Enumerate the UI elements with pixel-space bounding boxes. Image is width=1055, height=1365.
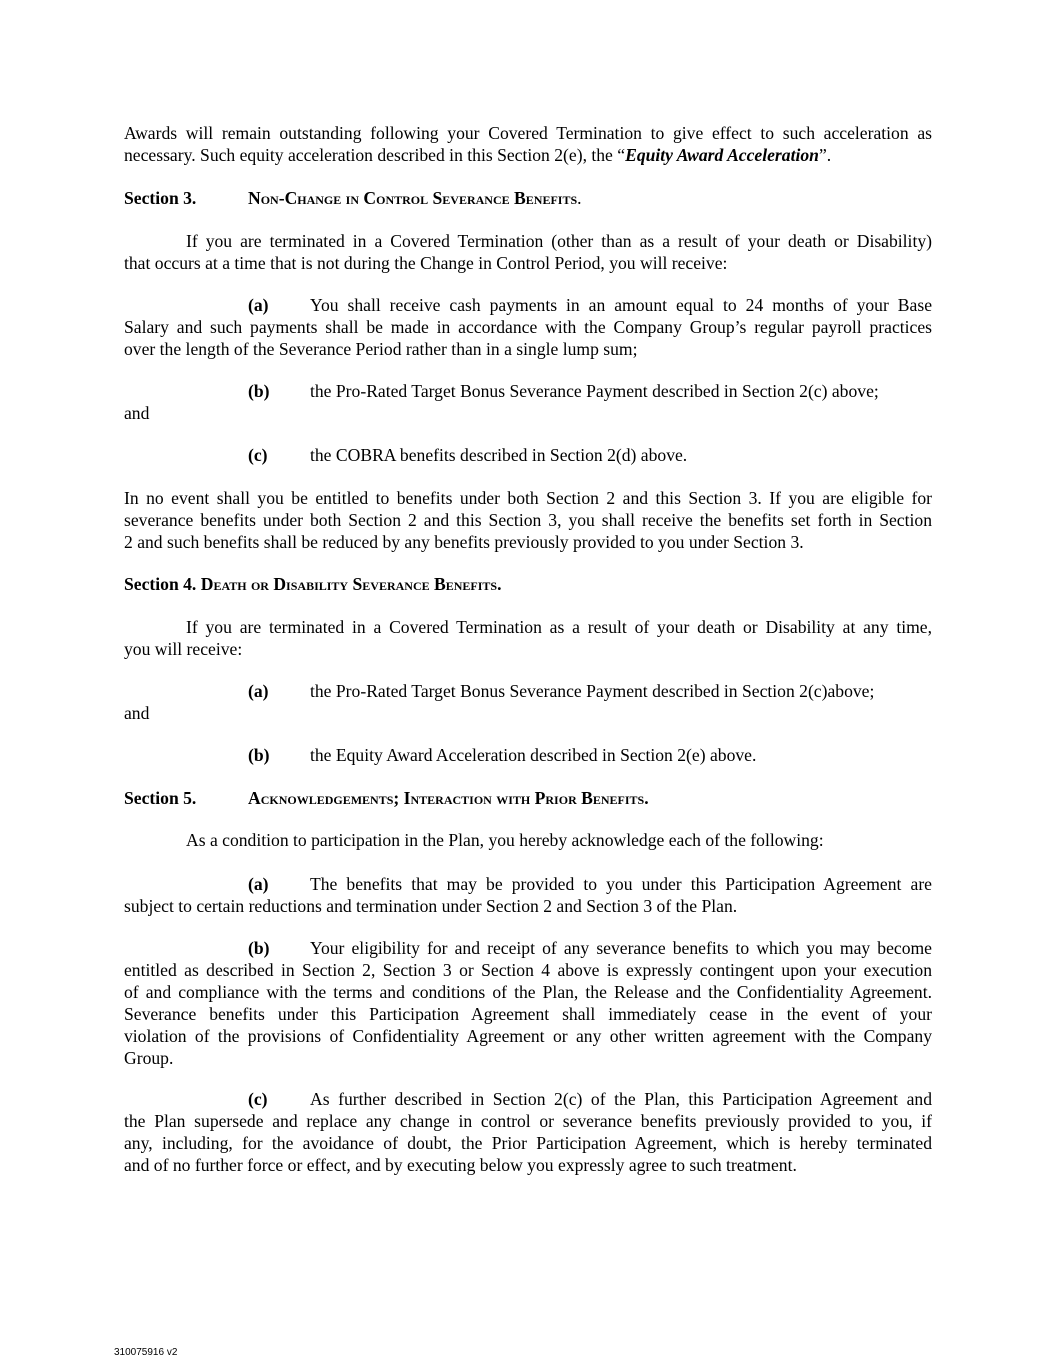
section-3-note — [124, 487, 932, 553]
section-3-item-c-text: the COBRA benefits described in Section 2(d) above. — [310, 445, 688, 465]
section-3-number: Section 3. — [124, 188, 197, 208]
section-4-intro-line-2: you will receive: — [124, 639, 243, 659]
section-3-note-line-1: In no event shall you be entitled to benefits under both Section 2 and this Section 3. If you are eligible for — [124, 488, 932, 508]
section-5-item-b-label: (b) — [248, 938, 270, 958]
section-5-item-c — [124, 1088, 932, 1176]
section-4-item-b-label: (b) — [248, 745, 270, 765]
section-3-item-a-label: (a) — [248, 295, 269, 315]
intro-paragraph — [124, 122, 932, 166]
section-4-number: Section 4. — [124, 574, 201, 594]
intro-line-1: Awards will remain outstanding following your Covered Termination to give effect to such acceleration as — [124, 123, 932, 143]
section-3-item-a-line-1: You shall receive cash payments in an amount equal to 24 months of your Base — [310, 295, 932, 315]
section-3-note-line-2: severance benefits under both Section 2 and this Section 3, you shall receive the benefits set forth in Section — [124, 510, 932, 530]
section-5-item-b-line-4: Severance benefits under this Participation Agreement shall immediately cease in the event of your — [124, 1004, 932, 1024]
section-5-item-a-label: (a) — [248, 874, 269, 894]
section-5-item-b-line-1: Your eligibility for and receipt of any severance benefits to which you may become — [310, 938, 932, 958]
section-3-intro-line-2: that occurs at a time that is not during the Change in Control Period, you will receive: — [124, 253, 728, 273]
section-5-item-b — [124, 937, 932, 1069]
section-3-item-a — [124, 294, 932, 360]
section-5-item-c-line-1: As further described in Section 2(c) of the Plan, this Participation Agreement and — [310, 1089, 932, 1109]
section-5-intro — [124, 829, 932, 851]
section-3-item-a-line-2: Salary and such payments shall be made in accordance with the Company Group’s regular payroll practices — [124, 317, 932, 337]
section-4-item-a-and: and — [124, 703, 150, 723]
section-4-intro — [124, 616, 932, 660]
section-3-item-b — [124, 380, 932, 424]
section-5-item-a-line-2: subject to certain reductions and termination under Section 2 and Section 3 of the Plan. — [124, 896, 738, 916]
section-5-intro-text: As a condition to participation in the Plan, you hereby acknowledge each of the following: — [186, 830, 824, 850]
section-4-intro-line-1: If you are terminated in a Covered Termination as a result of your death or Disability at any time, — [186, 617, 932, 637]
section-5-item-b-line-5: violation of the provisions of Confidentiality Agreement or any other written agreement with the Company — [124, 1026, 932, 1046]
section-3-note-line-3: 2 and such benefits shall be reduced by any benefits previously provided to you under Section 3. — [124, 532, 804, 552]
section-5-item-c-label: (c) — [248, 1089, 268, 1109]
section-5-item-b-line-2: entitled as described in Section 2, Section 3 or Section 4 above is expressly contingent upon your execution — [124, 960, 932, 980]
section-3-intro-line-1: If you are terminated in a Covered Termination (other than as a result of your death or Disability) — [186, 231, 932, 251]
section-5-heading — [124, 787, 932, 809]
intro-line-2: necessary. Such equity acceleration described in this Section 2(e), the “Equity Award Acceleration”. — [124, 145, 832, 165]
defined-term-equity-award-acceleration: Equity Award Acceleration — [625, 145, 819, 165]
section-5-number: Section 5. — [124, 788, 197, 808]
section-4-title: Death or Disability Severance Benefits. — [200, 574, 502, 594]
section-4-item-b-text: the Equity Award Acceleration described in Section 2(e) above. — [310, 745, 757, 765]
section-3-item-a-line-3: over the length of the Severance Period rather than in a single lump sum; — [124, 339, 638, 359]
footer-document-id: 310075916 v2 — [114, 1347, 178, 1358]
section-5-item-c-line-4: and of no further force or effect, and by executing below you expressly agree to such treatment. — [124, 1155, 797, 1175]
section-5-item-a — [124, 873, 932, 917]
section-3-item-c — [124, 444, 932, 466]
section-5-item-b-line-6: Group. — [124, 1048, 174, 1068]
section-4-item-a-label: (a) — [248, 681, 269, 701]
section-3-item-b-label: (b) — [248, 381, 270, 401]
section-3-title: Non-Change in Control Severance Benefits — [248, 188, 578, 208]
section-3-item-c-label: (c) — [248, 445, 268, 465]
section-3-item-b-and: and — [124, 403, 150, 423]
section-5-item-a-line-1: The benefits that may be provided to you under this Participation Agreement are — [310, 874, 932, 894]
section-4-item-a — [124, 680, 932, 724]
section-5-item-b-line-3: of and compliance with the terms and conditions of the Plan, the Release and the Confidentiality Agreement. — [124, 982, 932, 1002]
section-3-item-b-text: the Pro-Rated Target Bonus Severance Payment described in Section 2(c) above; — [310, 381, 879, 401]
section-3-heading: Section 3. Non-Change in Control Severance Benefits. — [124, 188, 582, 208]
section-5-item-c-line-2: the Plan supersede and replace any change in control or severance benefits previously provided to you, if — [124, 1111, 932, 1131]
section-3-intro — [124, 230, 932, 274]
section-4-item-b — [124, 744, 932, 766]
section-4-item-a-text: the Pro-Rated Target Bonus Severance Payment described in Section 2(c)above; — [310, 681, 875, 701]
section-5-title: Acknowledgements; Interaction with Prior Benefits. — [248, 788, 649, 808]
section-4-heading — [124, 573, 932, 595]
section-5-item-c-line-3: any, including, for the avoidance of doubt, the Prior Participation Agreement, which is hereby terminated — [124, 1133, 932, 1153]
